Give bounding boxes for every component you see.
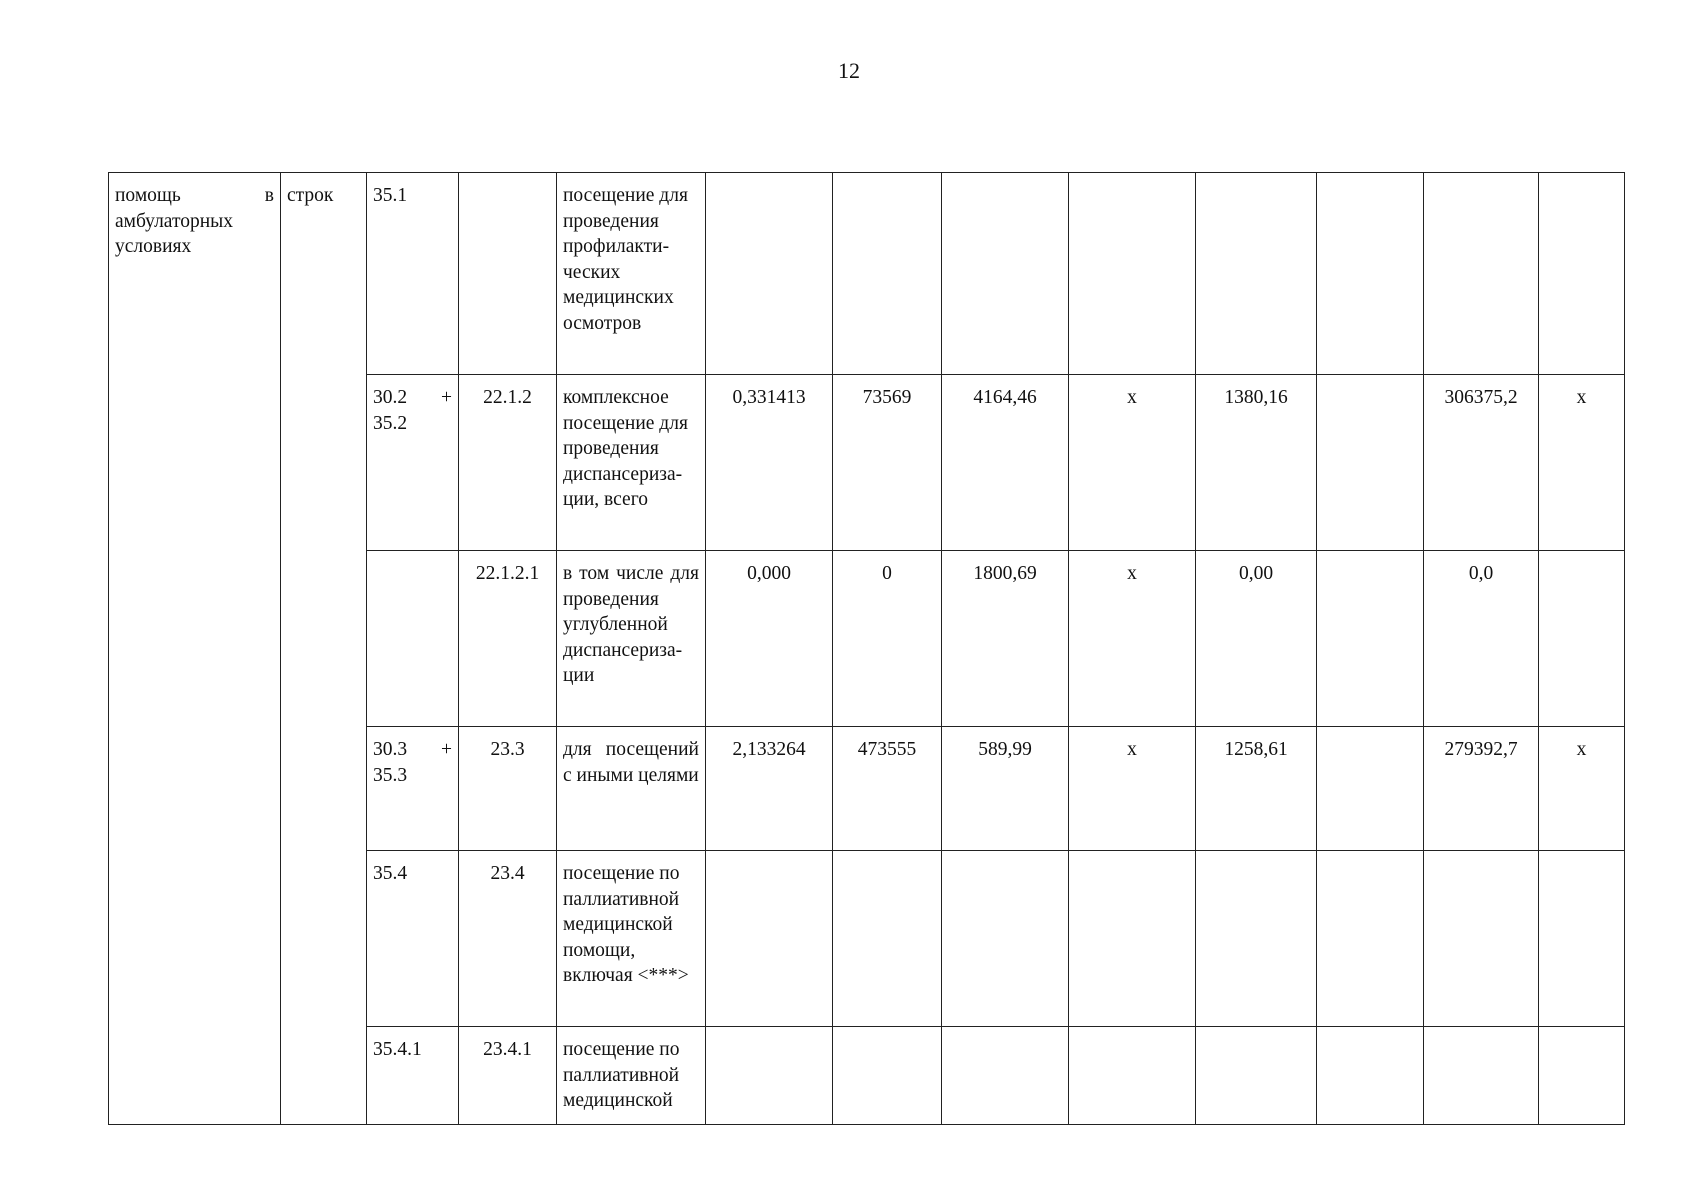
code-a-cell: 35.4.1 [367,1027,459,1125]
value-cell [1424,851,1539,1027]
name-cell: посещение по паллиативной медицинской [557,1027,706,1125]
name-cell: посещение для проведения профилакти-ческих медицинских осмотров [557,173,706,375]
value-cell [1317,727,1424,851]
value-cell: 73569 [833,375,942,551]
value-cell [1424,173,1539,375]
value-cell [1424,1027,1539,1125]
value-cell [1317,551,1424,727]
data-table [108,172,1625,1125]
value-cell [1317,173,1424,375]
value-cell: 0,0 [1424,551,1539,727]
value-cell [1539,1027,1625,1125]
value-cell [1069,1027,1196,1125]
value-cell: 589,99 [942,727,1069,851]
value-cell [942,851,1069,1027]
value-cell: 279392,7 [1424,727,1539,851]
name-cell: посещение по паллиативной медицинской помощи, включая <***> [557,851,706,1027]
value-cell: 4164,46 [942,375,1069,551]
code-b-cell: 23.3 [459,727,557,851]
value-cell [706,851,833,1027]
code-b-cell: 23.4 [459,851,557,1027]
name-cell: комплексное посещение для проведения диспансериза-ции, всего [557,375,706,551]
table-row [109,173,1625,375]
value-cell [1539,851,1625,1027]
value-cell: 0,331413 [706,375,833,551]
code-b-cell: 22.1.2.1 [459,551,557,727]
value-cell [833,173,942,375]
value-cell: х [1069,727,1196,851]
code-b-cell: 22.1.2 [459,375,557,551]
value-cell: х [1539,727,1625,851]
value-cell [1196,851,1317,1027]
row-label-cell: строк [281,173,367,1125]
value-cell [1196,1027,1317,1125]
name-cell: в том числе для проведения углубленной диспансериза-ции [557,551,706,727]
code-a-cell: 35.4 [367,851,459,1027]
value-cell [1196,173,1317,375]
value-cell: 1800,69 [942,551,1069,727]
value-cell: х [1539,375,1625,551]
code-b-cell: 23.4.1 [459,1027,557,1125]
value-cell: 1380,16 [1196,375,1317,551]
code-a-cell [367,551,459,727]
value-cell [1539,551,1625,727]
value-cell [942,173,1069,375]
value-cell [1069,173,1196,375]
value-cell [706,1027,833,1125]
value-cell [1317,1027,1424,1125]
value-cell [833,1027,942,1125]
section-name-cell: помощь в амбулаторных условиях [109,173,281,1125]
code-a-cell: 30.2 + 35.2 [367,375,459,551]
code-a-cell: 35.1 [367,173,459,375]
value-cell [1069,851,1196,1027]
value-cell [1317,851,1424,1027]
value-cell: 1258,61 [1196,727,1317,851]
value-cell [833,851,942,1027]
value-cell: 0,000 [706,551,833,727]
value-cell: 0 [833,551,942,727]
value-cell [1317,375,1424,551]
code-a-cell: 30.3 + 35.3 [367,727,459,851]
value-cell: х [1069,375,1196,551]
value-cell [1539,173,1625,375]
value-cell [942,1027,1069,1125]
code-b-cell [459,173,557,375]
value-cell: 473555 [833,727,942,851]
name-cell: для посещений с иными целями [557,727,706,851]
value-cell [706,173,833,375]
value-cell: 2,133264 [706,727,833,851]
value-cell: 0,00 [1196,551,1317,727]
value-cell: х [1069,551,1196,727]
page-number: 12 [838,58,860,83]
value-cell: 306375,2 [1424,375,1539,551]
